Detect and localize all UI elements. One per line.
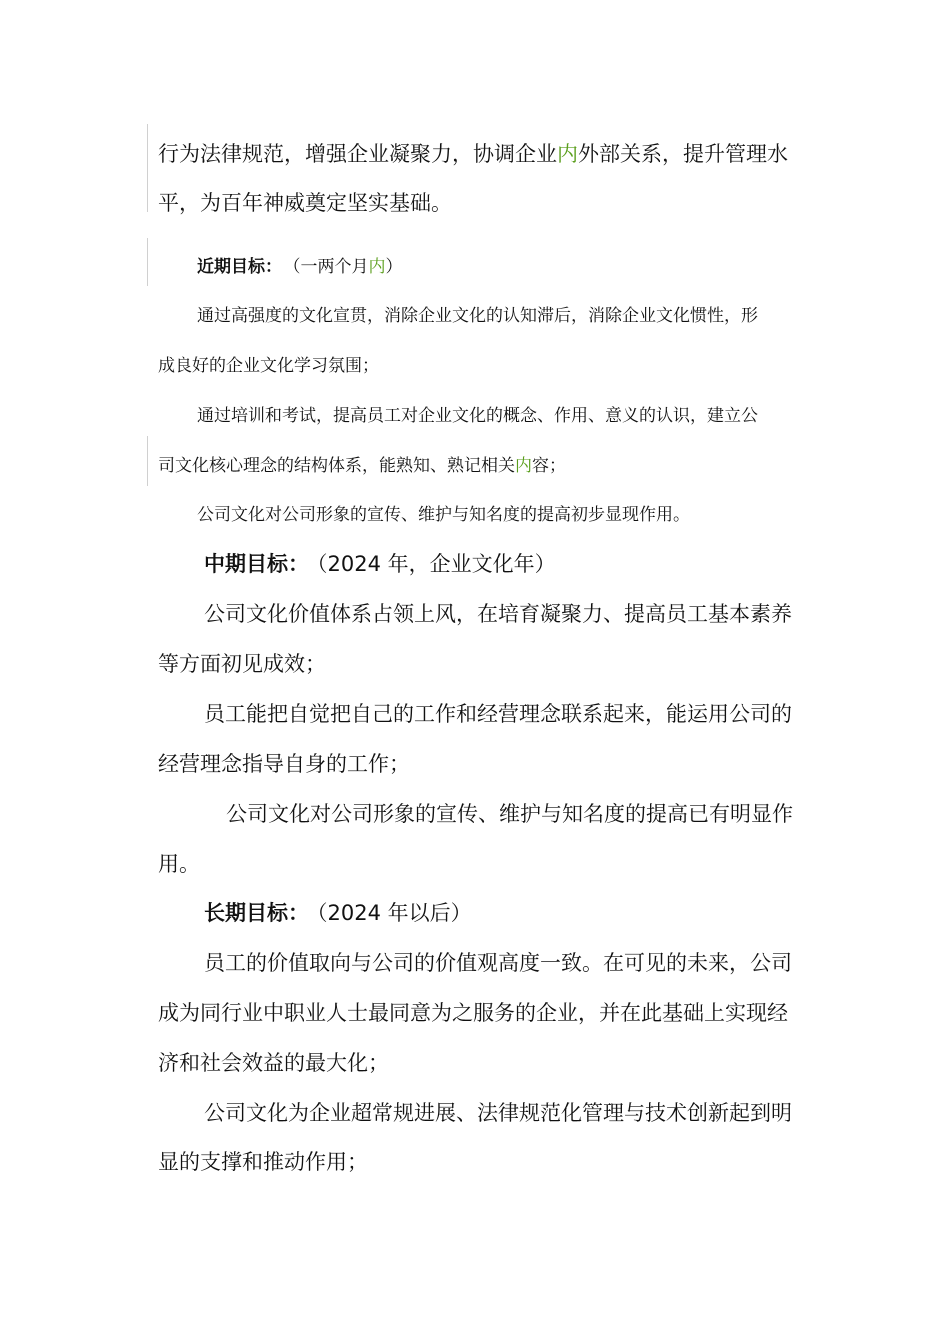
highlighted-text: 内: [368, 257, 386, 277]
mid-p2-line-1: 员工能把自觉把自己的工作和经营理念联系起来，能运用公司的: [204, 702, 792, 726]
near-p3: 公司文化对公司形象的宣传、维护与知名度的提高初步显现作用。: [197, 505, 690, 525]
revision-bar: [147, 436, 148, 486]
near-term-heading-line: [197, 252, 403, 277]
mid-term-heading: 中期目标：: [204, 552, 309, 576]
highlighted-text: 内: [515, 456, 532, 476]
long-p2-line-2: 显的支撑和推动作用；: [158, 1150, 368, 1174]
text-run: （一两个月: [292, 257, 369, 277]
near-term-heading: 近期目标：: [197, 257, 282, 277]
mid-p2-line-2: 经营理念指导自身的工作；: [158, 752, 410, 776]
long-p1-line-1: 员工的价值取向与公司的价值观高度一致。在可见的未来，公司: [204, 951, 792, 975]
long-term-period: （2024 年以后）: [317, 901, 472, 925]
mid-term-period: （2024 年，企业文化年）: [317, 552, 556, 576]
text-run: 司文化核心理念的结构体系，能熟知、熟记相关: [158, 456, 515, 476]
mid-p1-line-1: 公司文化价值体系占领上风，在培育凝聚力、提高员工基本素养: [204, 602, 792, 626]
long-p1-line-2: 成为同行业中职业人士最同意为之服务的企业，并在此基础上实现经: [158, 1001, 788, 1025]
long-p2-line-1: 公司文化为企业超常规进展、法律规范化管理与技术创新起到明: [204, 1101, 792, 1125]
near-p1-line-1: 通过高强度的文化宣贯，消除企业文化的认知滞后，消除企业文化惯性，形: [197, 306, 758, 326]
long-term-heading: 长期目标：: [204, 901, 309, 925]
text-run: ）: [385, 257, 403, 277]
long-p1-line-3: 济和社会效益的最大化；: [158, 1051, 389, 1075]
mid-p1-line-2: 等方面初见成效；: [158, 652, 326, 676]
mid-p3-line-1: 公司文化对公司形象的宣传、维护与知名度的提高已有明显作: [226, 802, 793, 826]
highlighted-text: 内: [557, 142, 578, 166]
intro-line-2: 平，为百年神威奠定坚实基础。: [158, 191, 452, 215]
near-p1-line-2: 成良好的企业文化学习氛围；: [158, 356, 379, 376]
mid-term-heading-line: [204, 548, 556, 578]
intro-line-1: [158, 138, 788, 168]
near-p2-line-2: [158, 451, 566, 476]
revision-bar: [147, 238, 148, 286]
text-run: 外部关系，提升管理水: [578, 142, 788, 166]
text-run: 容；: [532, 456, 566, 476]
long-term-heading-line: [204, 897, 472, 927]
text-run: 行为法律规范，增强企业凝聚力，协调企业: [158, 142, 557, 166]
mid-p3-line-2: 用。: [158, 852, 200, 876]
near-p2-line-1: 通过培训和考试，提高员工对企业文化的概念、作用、意义的认识，建立公: [197, 406, 758, 426]
revision-bar: [147, 124, 148, 212]
